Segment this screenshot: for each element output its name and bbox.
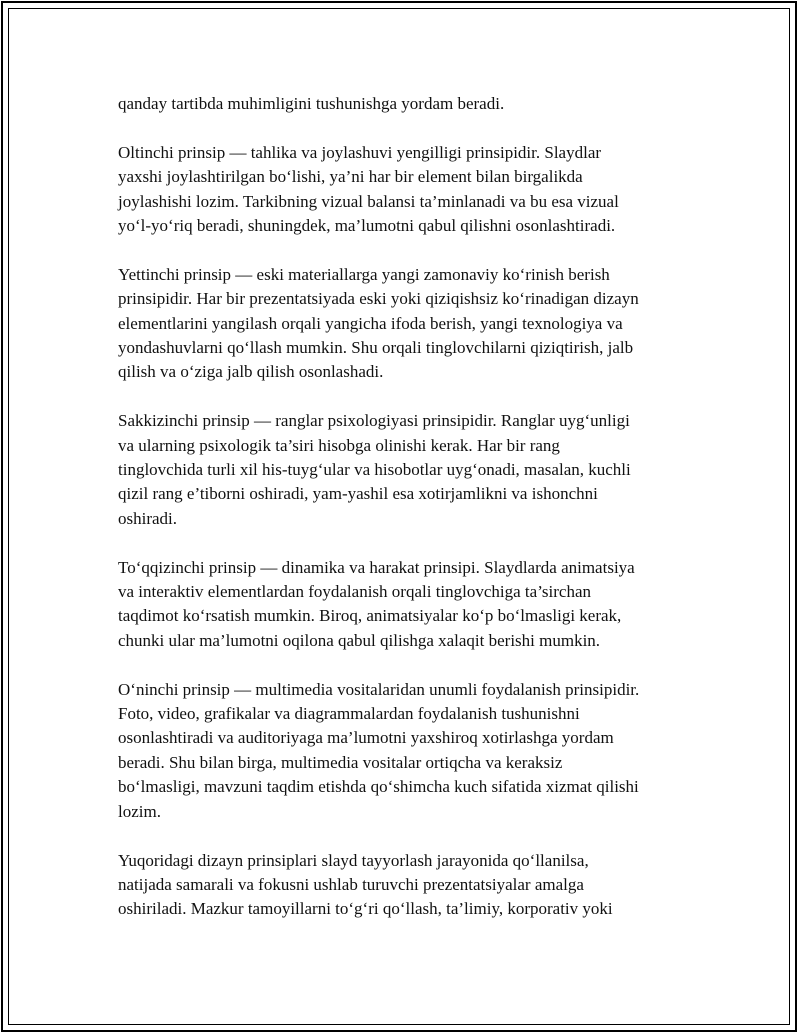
paragraph-principle-7: Yettinchi prinsip — eski materiallarga yangi zamonaviy ko‘rinish berish prinsipidir. Har bir prezentatsiyada eski yoki qiziqishsiz ko‘rinadigan dizayn elementlarini yangilash orqali yangicha ifoda berish, yangi texnologiya va yondashuvlarni qo‘llash mumkin. Shu orqali tinglovchilarni qiziqtirish, jalb qilish va o‘ziga jalb qilish osonlashadi. xyxy=(118,264,639,382)
paragraph-principle-10: O‘ninchi prinsip — multimedia vositalaridan unumli foydalanish prinsipidir. Foto, video, grafikalar va diagrammalardan foydalanish tushunishni osonlashtiradi va auditoriyaga ma’lumotni yaxshiroq xotirlashga yordam beradi. Shu bilan birga, multimedia vositalar ortiqcha va keraksiz bo‘lmasligi, mavzuni taqdim etishda qo‘shimcha kuch sifatida xizmat qilishi lozim. xyxy=(118,679,640,821)
document-body xyxy=(118,92,688,922)
paragraph-principle-9: To‘qqizinchi prinsip — dinamika va harakat prinsipi. Slaydlarda animatsiya va interaktiv elementlardan foydalanish orqali tinglovchiga ta’sirchan taqdimot ko‘rsatish mumkin. Biroq, animatsiyalar ko‘p bo‘lmasligi kerak, chunki ular ma’lumotni oqilona qabul qilishga xalaqit berishi mumkin. xyxy=(118,557,635,650)
paragraph-principle-6: Oltinchi prinsip — tahlika va joylashuvi yengilligi prinsipidir. Slaydlar yaxshi joylashtirilgan bo‘lishi, ya’ni har bir element bilan birgalikda joylashishi lozim. Tarkibning vizual balansi ta’minlanadi va bu esa vizual yo‘l-yo‘riq beradi, shuningdek, ma’lumotni qabul qilishni osonlashtiradi. xyxy=(118,142,619,236)
paragraph-conclusion: Yuqoridagi dizayn prinsiplari slayd tayyorlash jarayonida qo‘llanilsa, natijada samarali va fokusni ushlab turuvchi prezentatsiyalar amalga oshiriladi. Mazkur tamoyillarni to‘g‘ri qo‘llash, ta’limiy, korporativ yoki xyxy=(118,850,613,919)
paragraph-continuation: qanday tartibda muhimligini tushunishga yordam beradi. xyxy=(118,94,505,113)
paragraph-principle-8: Sakkizinchi prinsip — ranglar psixologiyasi prinsipidir. Ranglar uyg‘unligi va ularning psixologik ta’siri hisobga olinishi kerak. Har bir rang tinglovchida turli xil his-tuyg‘ular va hisobotlar uyg‘onadi, masalan, kuchli qizil rang e’tiborni oshiradi, yam-yashil esa xotirjamlikni va ishonchni oshiradi. xyxy=(118,411,631,528)
